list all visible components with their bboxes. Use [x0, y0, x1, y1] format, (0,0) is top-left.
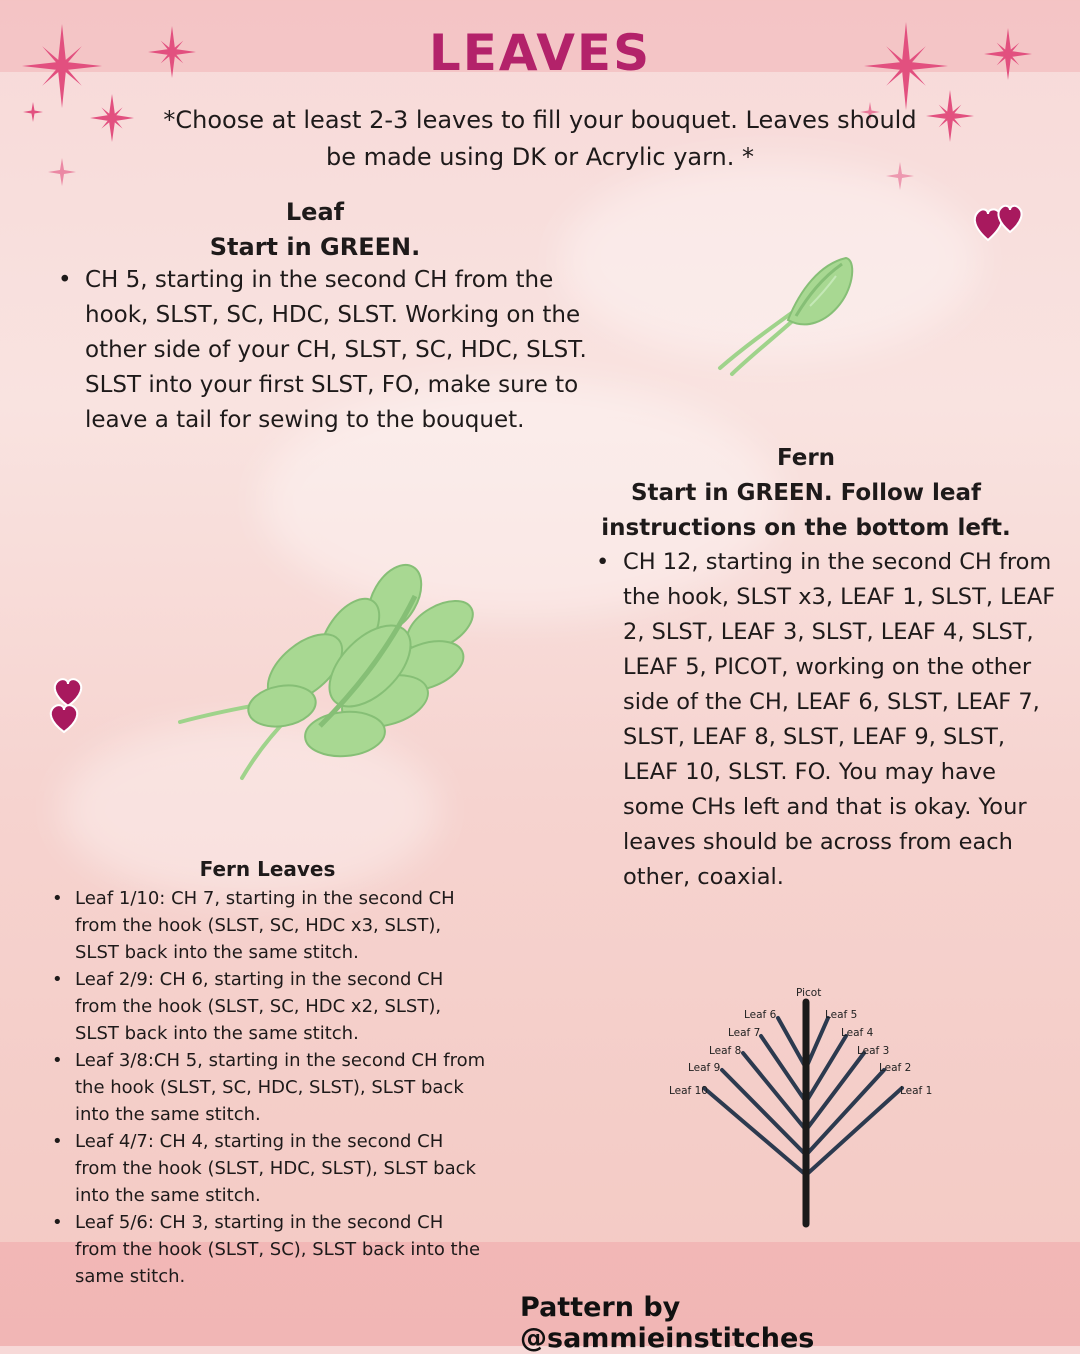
crochet-leaf-image	[708, 250, 868, 380]
leaf-start-note: Start in GREEN.	[209, 233, 421, 261]
diagram-label-leaf-9: Leaf 9	[688, 1062, 721, 1074]
fern-diagram-branch	[761, 1036, 806, 1102]
diagram-label-leaf-7: Leaf 7	[728, 1027, 761, 1039]
fern-diagram	[660, 980, 950, 1230]
page-title: LEAVES	[428, 24, 652, 82]
pattern-credit: Pattern by @sammieinstitches	[520, 1292, 815, 1354]
fern-leaves-title: Fern Leaves	[199, 857, 336, 881]
sparkle-icon	[926, 90, 974, 142]
fern-instructions	[596, 545, 1056, 895]
fern-start-note: Start in GREEN. Follow leaf instructions on the bottom left.	[601, 480, 1011, 541]
sparkle-icon	[48, 158, 76, 186]
diagram-label-leaf-1: Leaf 1	[900, 1085, 933, 1097]
leaf-instructions	[58, 263, 598, 438]
diagram-label-leaf-10: Leaf 10	[669, 1085, 708, 1097]
hearts-icon	[970, 196, 1034, 246]
diagram-label-leaf-2: Leaf 2	[879, 1062, 912, 1074]
fern-title: Fern	[776, 445, 836, 471]
diagram-label-leaf-4: Leaf 4	[841, 1027, 874, 1039]
fern-leaf-item: • Leaf 2/9: CH 6, starting in the second CH from the hook (SLST, SC, HDC x2, SLST), SLST back into the same stitch.	[50, 966, 490, 1047]
intro-note: *Choose at least 2-3 leaves to fill your bouquet. Leaves should be made using DK or Acrylic yarn. *	[163, 106, 917, 171]
fern-section-heading	[596, 441, 1016, 546]
leaf-instruction-item: • CH 5, starting in the second CH from the hook, SLST, SC, HDC, SLST. Working on the other side of your CH, SLST, SC, HDC, SLST. SLST into your first SLST, FO, make sure to leave a tail for sewing to the bouquet.	[58, 263, 598, 438]
fern-leaf-item: • Leaf 3/8:CH 5, starting in the second CH from the hook (SLST, SC, HDC, SLST), SLST back into the same stitch.	[50, 1047, 490, 1128]
leaf-section-heading	[110, 195, 520, 265]
diagram-label-leaf-5: Leaf 5	[825, 1009, 858, 1021]
sparkle-icon	[23, 102, 43, 122]
leaf-title: Leaf	[285, 198, 345, 226]
diagram-label-leaf-8: Leaf 8	[709, 1045, 742, 1057]
diagram-label-leaf-6: Leaf 6	[744, 1009, 777, 1021]
fern-diagram-branch	[778, 1018, 806, 1068]
fern-leaves-list	[50, 885, 490, 1290]
diagram-label-leaf-3: Leaf 3	[857, 1045, 890, 1057]
fern-leaf-item: • Leaf 1/10: CH 7, starting in the second CH from the hook (SLST, SC, HDC x3, SLST), SLST back into the same stitch.	[50, 885, 490, 966]
fern-leaf-item: • Leaf 4/7: CH 4, starting in the second CH from the hook (SLST, HDC, SLST), SLST back into the same stitch.	[50, 1128, 490, 1209]
crochet-fern-image	[170, 556, 490, 786]
fern-diagram-branch	[806, 1036, 846, 1102]
sparkle-icon	[90, 94, 134, 142]
fern-instruction-item: • CH 12, starting in the second CH from the hook, SLST x3, LEAF 1, SLST, LEAF 2, SLST, LEAF 3, SLST, LEAF 4, SLST, LEAF 5, PICOT, working on the other side of the CH, LEAF 6, SLST, LEAF 7, SLST, LEAF 8, SLST, LEAF 9, SLST, LEAF 10, SLST. FO. You may have some CHs left and that is okay. Your leaves should be across from each other, coaxial.	[596, 545, 1056, 895]
hearts-icon	[40, 674, 94, 736]
fern-leaf-item: • Leaf 5/6: CH 3, starting in the second CH from the hook (SLST, SC), SLST back into the same stitch.	[50, 1209, 490, 1290]
diagram-label-picot: Picot	[796, 987, 822, 999]
